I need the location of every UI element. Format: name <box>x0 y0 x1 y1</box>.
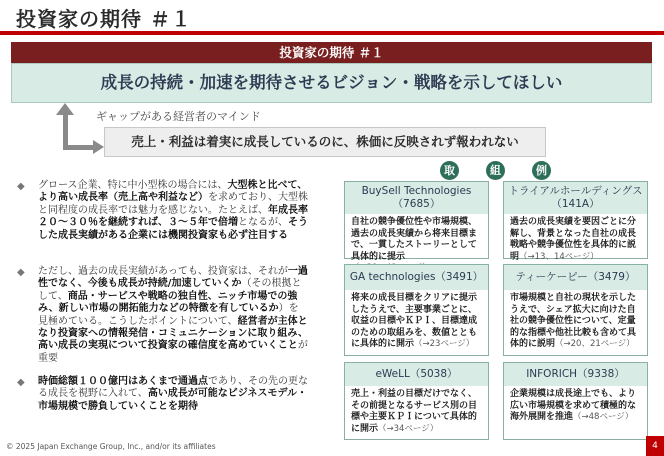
para1-text: グロース企業、特に中小型株の場合には、 <box>38 180 228 191</box>
card-company-name: BuySell Technologies <box>361 185 472 197</box>
card-body <box>345 290 488 351</box>
bullet-icon: ◆ <box>17 267 25 278</box>
example-label-2: 組 <box>486 161 505 180</box>
card-company <box>345 363 488 386</box>
card-company <box>504 363 647 386</box>
card-company-name: INFORICH（9338） <box>526 368 625 380</box>
para2-text: ただし、過去の成長実績があっても、投資家は、それが <box>38 266 288 277</box>
card-text: 企業規模は成長途上でも、より広い市場規模を求めて積極的な海外展開を推進 <box>510 389 637 423</box>
para2-text: （その根拠として、 <box>38 278 302 302</box>
para3-text: であり、その先の更なる成長を視野に入れて、 <box>38 376 308 400</box>
bullet-icon: ◆ <box>17 181 25 192</box>
card-body <box>504 386 647 424</box>
card-body <box>504 214 647 263</box>
gap-label: ギャップがある経営者のマインド <box>96 110 261 123</box>
card-text: 自社の競争優位性や市場規模、過去の成長実績から将来目標まで、一貫したストーリーとして具体的に提示 <box>351 217 478 262</box>
card-text: 将来の成長目標をクリアに提示したうえで、主要事業ごとに、収益の目標やＫＰＩ、目標達成のための取組みを、数値とともに具体的に開示 <box>351 293 478 350</box>
example-card-tkp <box>503 264 648 356</box>
section-banner: 投資家の期待 ＃１ <box>11 42 652 63</box>
example-card-buysell <box>344 181 489 262</box>
para3-emphasis: 時価総額１００億円はあくまで通過点 <box>38 376 208 387</box>
card-body <box>345 386 488 435</box>
connector-horizontal <box>63 145 93 150</box>
para1-emphasis: 大型株と比べて、より高い成長率（売上高や利益など） <box>38 180 308 204</box>
para1-text: を求めており、大型株と同程度の成長率では魅力を感じない。たとえば、 <box>38 192 308 216</box>
card-text: 過去の成長実績を要因ごとに分解し、背景となった自社の成長戦略や競争優位性を具体的に説明 <box>510 217 637 262</box>
card-company-name: トライアルホールディングス（141A） <box>508 185 643 210</box>
paragraph-3 <box>38 376 308 413</box>
card-text: 売上・利益の目標だけでなく、その前提となるサービス別の目標や主要ＫＰＩについて具体的に開示 <box>351 389 478 434</box>
connector-vertical <box>63 114 68 149</box>
card-company <box>504 182 647 214</box>
card-body <box>504 290 647 351</box>
example-label-1: 取 <box>440 161 459 180</box>
card-company-name: ティーケーピー（3479） <box>515 271 636 283</box>
card-page-ref: （→48ページ） <box>573 412 634 423</box>
title-underline <box>0 31 664 35</box>
bullet-icon: ◆ <box>17 377 25 388</box>
para2-text: ）を見極めている。こうしたポイントについて、 <box>38 303 299 327</box>
para2-emphasis: 経営者が主体となり投資家への情報発信・コミュニケーションに取り組み、高い成長の実現について投資家の確信度を高めていくこと <box>38 315 308 352</box>
para3-emphasis: 高い成長が可能なビジネスモデル・市場規模で勝負していくことを期待 <box>38 388 308 412</box>
example-card-ga-technologies <box>344 264 489 356</box>
page-title: 投資家の期待 ＃１ <box>16 7 192 31</box>
card-company <box>504 265 647 290</box>
card-text: 市場規模と自社の現状を示したうえで、シェア拡大に向けた自社の競争優位性について、定量的な指標や他社比較も含めて具体的に説明 <box>510 293 637 350</box>
example-card-trial <box>503 181 648 262</box>
copyright-footer: © 2025 Japan Exchange Group, Inc., and/or its affiliates <box>6 442 216 451</box>
card-company <box>345 265 488 290</box>
para1-emphasis: 年成長率２０～３０％を継続すれば、３～５年で倍増 <box>38 204 308 229</box>
card-page-ref: （→34ページ） <box>378 423 439 434</box>
card-page-ref: （→20、21ページ） <box>555 339 635 350</box>
example-card-inforich <box>503 362 648 440</box>
card-company <box>345 182 488 214</box>
para2-emphasis: 商品・サービスや戦略の独自性、ニッチ市場での強み、新しい市場の開拓能力などの特徴を有しているか <box>38 290 298 315</box>
paragraph-1 <box>38 180 308 242</box>
page-number: 4 <box>646 436 664 456</box>
card-company-code: （7685） <box>392 198 441 210</box>
para2-emphasis: 一過性でなく、今後も成長が持続/加速していくか <box>38 266 308 290</box>
gap-statement: 売上・利益は着実に成長しているのに、株価に反映されず報われない <box>104 127 546 157</box>
para1-text: となるが、 <box>238 217 288 229</box>
headline: 成長の持続・加速を期待させるビジョン・戦略を示してほしい <box>11 63 652 103</box>
example-label-3: 例 <box>532 161 551 180</box>
example-card-ewell <box>344 362 489 440</box>
card-page-ref: （→23ページ） <box>414 339 475 350</box>
card-page-ref: （→13、14ページ） <box>519 251 599 262</box>
para1-emphasis: そうした成長実績がある企業には機関投資家も必ず注目する <box>38 217 308 241</box>
paragraph-2 <box>38 266 308 365</box>
para2-text: が重要 <box>38 340 308 364</box>
card-company-name: GA technologies（3491） <box>349 271 484 283</box>
arrow-right-icon <box>93 140 104 154</box>
card-company-name: eWeLL（5038） <box>375 368 458 380</box>
